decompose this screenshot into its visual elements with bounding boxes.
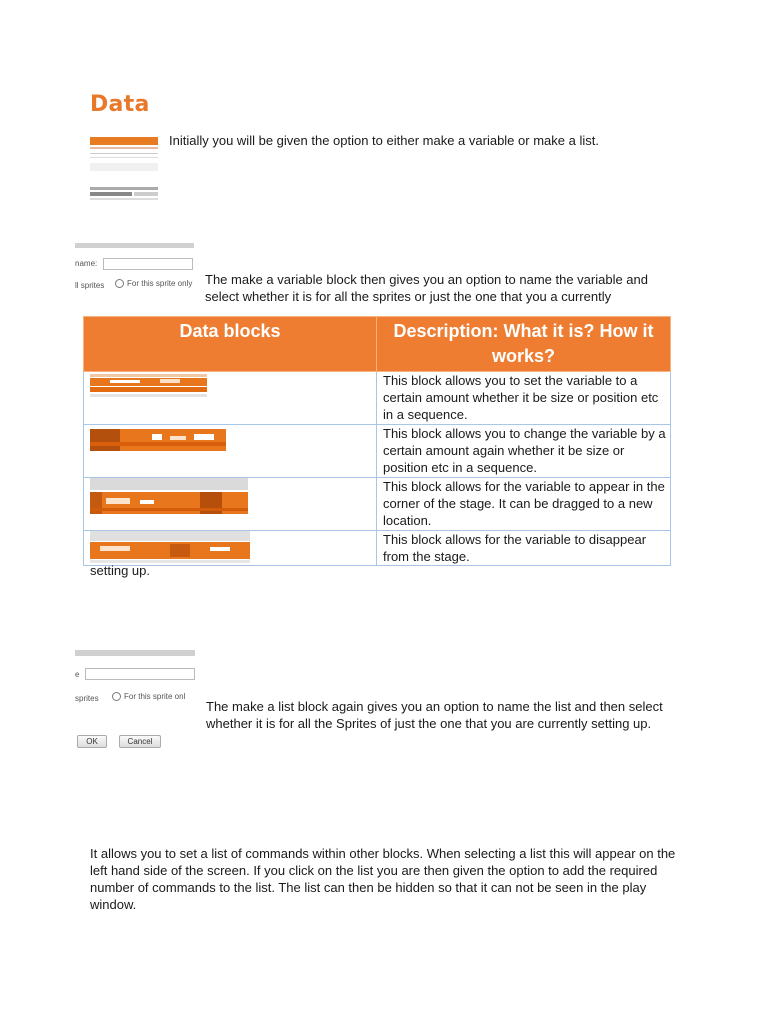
dialog-name-input	[103, 258, 193, 270]
dialog-all-sprites-label: ll sprites	[75, 281, 105, 290]
block-description: This block allows you to change the variable by a certain amount again whether it be size or position etc in a sequence.	[377, 425, 671, 478]
hide-variable-block-image	[90, 531, 250, 565]
closing-text: It allows you to set a list of commands within other blocks. When selecting a list this will appear on the left hand side of the screen. If you click on the list you are then given the option to add the required number of commands to the list. The list can then be hidden so that it can not be seen in the play window.	[90, 846, 676, 912]
table-header-description: Description: What it is? How it works?	[377, 317, 671, 372]
data-blocks-table	[83, 316, 671, 566]
intro-text: Initially you will be given the option to either make a variable or make a list.	[169, 133, 599, 148]
dialog-this-sprite-label: For this sprite onl	[124, 692, 186, 701]
table-row	[84, 425, 671, 478]
block-image-cell	[84, 478, 377, 531]
data-palette-image	[90, 135, 160, 203]
set-variable-block-image	[90, 374, 207, 398]
dialog-this-sprite-label: For this sprite only	[127, 279, 193, 288]
dialog-this-sprite-option	[115, 279, 192, 288]
cancel-button: Cancel	[119, 735, 161, 748]
list-text: The make a list block again gives you an option to name the list and then select whether it is for all the Sprites of just the one that you are currently setting up.	[206, 699, 663, 731]
dialog-this-sprite-option	[112, 692, 185, 701]
variable-text: The make a variable block then gives you an option to name the variable and select whether it is for all the sprites or just the one that you a currently	[205, 272, 648, 304]
block-description: This block allows for the variable to appear in the corner of the stage. It can be dragged to a new location.	[377, 478, 671, 531]
dialog-name-label: name:	[75, 259, 98, 268]
table-row	[84, 372, 671, 425]
block-image-cell	[84, 372, 377, 425]
ok-button: OK	[77, 735, 107, 748]
table-header-blocks: Data blocks	[84, 317, 377, 372]
block-description: This block allows for the variable to disappear from the stage.	[377, 531, 671, 566]
table-row	[84, 531, 671, 566]
new-variable-dialog-image	[75, 243, 194, 293]
change-variable-block-image	[90, 427, 226, 453]
block-description: This block allows you to set the variable to a certain amount whether it be size or position etc in a sequence.	[377, 372, 671, 425]
dialog-name-input	[85, 668, 195, 680]
block-image-cell	[84, 531, 377, 566]
radio-icon	[112, 692, 121, 701]
dialog-all-sprites-label: sprites	[75, 694, 99, 703]
radio-icon	[115, 279, 124, 288]
new-list-dialog-image	[75, 650, 195, 750]
page-title: Data	[90, 92, 150, 117]
table-row	[84, 478, 671, 531]
show-variable-block-image	[90, 478, 248, 518]
variable-text-continued: setting up.	[90, 563, 150, 578]
block-image-cell	[84, 425, 377, 478]
dialog-name-label: e	[75, 670, 80, 679]
